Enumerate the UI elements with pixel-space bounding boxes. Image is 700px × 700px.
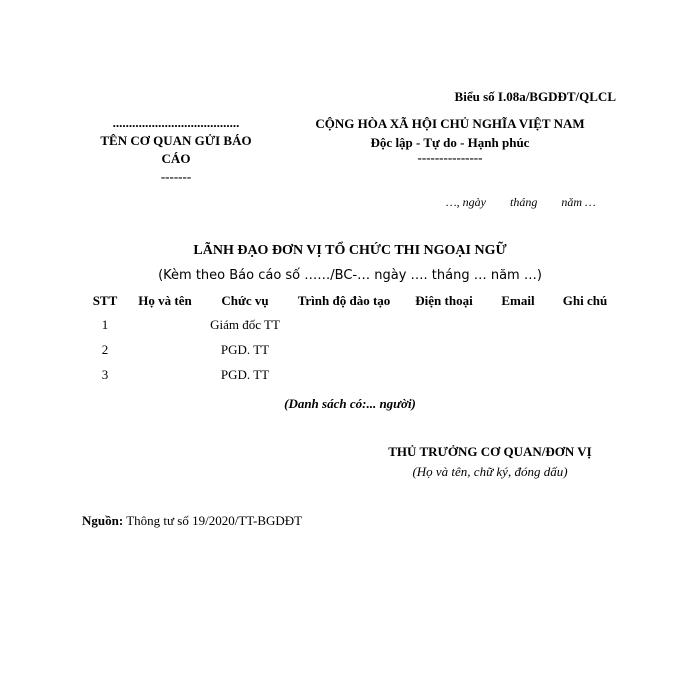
staff-table <box>86 290 618 387</box>
cell-education <box>284 362 404 387</box>
cell-position: PGD. TT <box>220 341 270 357</box>
header-education: Trình độ đào tạo <box>297 293 391 308</box>
cell-stt: 2 <box>101 341 109 357</box>
header-email: Email <box>501 293 535 308</box>
source-line <box>82 513 302 529</box>
table-row <box>86 312 618 337</box>
national-motto: Độc lập - Tự do - Hạnh phúc <box>370 135 530 150</box>
document-title: LÃNH ĐẠO ĐƠN VỊ TỔ CHỨC THI NGOẠI NGỮ <box>193 243 507 258</box>
motto-dash: --------------- <box>417 150 483 165</box>
cell-email <box>484 312 552 337</box>
signature-block <box>370 442 610 482</box>
agency-name-line2: CÁO <box>161 151 191 166</box>
date-line: …, ngày tháng năm … <box>446 195 596 209</box>
cell-education <box>284 337 404 362</box>
cell-name <box>124 337 206 362</box>
agency-name-line1: TÊN CƠ QUAN GỬI BÁO <box>100 133 252 148</box>
cell-name <box>124 362 206 387</box>
cell-email <box>484 337 552 362</box>
cell-email <box>484 362 552 387</box>
agency-header <box>80 114 272 186</box>
source-text: Thông tư số 19/2020/TT-BGDĐT <box>123 513 303 528</box>
cell-phone <box>404 337 484 362</box>
cell-stt: 1 <box>101 316 109 332</box>
signature-note: (Họ và tên, chữ ký, đóng dấu) <box>412 464 568 479</box>
agency-dots: ....................................... <box>112 115 240 130</box>
table-header-row <box>86 290 618 312</box>
header-note: Ghi chú <box>562 293 608 308</box>
cell-name <box>124 312 206 337</box>
form-code: Biểu số I.08a/BGDĐT/QLCL <box>454 89 616 104</box>
table-row <box>86 362 618 387</box>
source-label: Nguồn: <box>82 513 124 528</box>
header-name: Họ và tên <box>138 293 192 308</box>
country-name: CỘNG HÒA XÃ HỘI CHỦ NGHĨA VIỆT NAM <box>315 116 585 131</box>
cell-note <box>552 362 618 387</box>
signature-title: THỦ TRƯỞNG CƠ QUAN/ĐƠN VỊ <box>388 444 592 459</box>
cell-position: Giám đốc TT <box>210 316 280 332</box>
header-position: Chức vụ <box>221 293 269 308</box>
cell-education <box>284 312 404 337</box>
cell-phone <box>404 312 484 337</box>
header-stt: STT <box>92 293 118 308</box>
cell-note <box>552 337 618 362</box>
cell-stt: 3 <box>101 366 109 382</box>
document-subtitle: (Kèm theo Báo cáo số ……/BC-… ngày …. tháng … năm …) <box>158 268 542 283</box>
agency-dash: ------- <box>160 169 192 184</box>
national-header <box>300 114 600 164</box>
header-phone: Điện thoại <box>415 293 473 308</box>
cell-note <box>552 312 618 337</box>
list-count: (Danh sách có:... người) <box>284 396 416 411</box>
table-row <box>86 337 618 362</box>
cell-position: PGD. TT <box>220 366 270 382</box>
cell-phone <box>404 362 484 387</box>
